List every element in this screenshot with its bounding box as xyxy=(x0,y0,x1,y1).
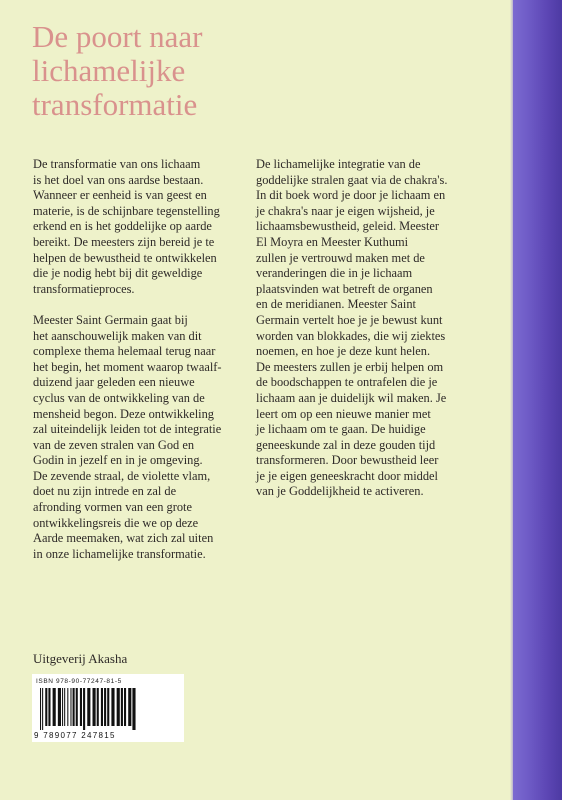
text-line: transformeren. Door bewustheid leer xyxy=(256,453,439,468)
text-line: In dit boek word je door je lichaam en xyxy=(256,188,446,203)
text-line: afronding vormen van een grote xyxy=(33,500,192,515)
text-line: het aanschouwelijk maken van dit xyxy=(33,328,202,343)
text-line: plaatsvinden wat betreft de organen xyxy=(256,281,433,296)
left-paragraph xyxy=(33,313,247,563)
text-line: De transformatie van ons lichaam xyxy=(33,157,201,171)
isbn-label: ISBN 978-90-77247-81-5 xyxy=(36,678,122,685)
text-line: Wanneer er eenheid is van geest en xyxy=(33,188,207,203)
title-line: De poort naar xyxy=(32,19,203,54)
text-line: Meester Saint Germain gaat bij xyxy=(33,312,188,327)
left-paragraph xyxy=(33,157,247,297)
text-line: en de meridianen. Meester Saint xyxy=(256,297,416,312)
text-line: noemen, en hoe je deze kunt helen. xyxy=(256,344,431,359)
blurb-right-column xyxy=(256,157,480,516)
text-line: worden van blokkades, die wij ziektes xyxy=(256,328,446,343)
title-line: lichamelijke xyxy=(32,53,186,88)
text-line: je chakra's naar je eigen wijsheid, je xyxy=(256,203,435,218)
barcode-digits: 9 789077 247815 xyxy=(34,731,116,740)
book-title xyxy=(32,20,332,122)
text-line: geneeskunde zal in deze gouden tijd xyxy=(256,437,436,452)
text-line: Godin in jezelf en in je omgeving. xyxy=(33,453,203,468)
text-line: De lichamelijke integratie van de xyxy=(256,157,421,171)
text-line: De zevende straal, de violette vlam, xyxy=(33,468,211,483)
text-line: zal uiteindelijk leiden tot de integratie xyxy=(33,422,222,437)
text-line: cyclus van de ontwikkeling van de xyxy=(33,390,205,405)
text-line: bereikt. De meesters zijn bereid je te xyxy=(33,234,215,249)
text-line: leert om op een nieuwe manier met xyxy=(256,406,431,421)
text-line: je je eigen geneeskracht door middel xyxy=(256,468,438,483)
text-line: Germain vertelt hoe je je bewust kunt xyxy=(256,312,443,327)
text-line: lichaam aan je duidelijk wil maken. Je xyxy=(256,390,447,405)
barcode-bars xyxy=(38,688,178,730)
text-line: ontwikkelingsreis die we op deze xyxy=(33,515,199,530)
right-paragraph xyxy=(256,157,480,500)
text-line: in onze lichamelijke transformatie. xyxy=(33,546,206,561)
text-line: die je nodig hebt bij dit geweldige xyxy=(33,266,203,281)
text-line: helpen de bewustheid te ontwikkelen xyxy=(33,250,217,265)
text-line: erkend en is het goddelijke op aarde xyxy=(33,219,212,234)
text-line: lichaamsbewustheid, geleid. Meester xyxy=(256,219,440,234)
text-line: veranderingen die in je lichaam xyxy=(256,266,413,281)
text-line: El Moyra en Meester Kuthumi xyxy=(256,234,409,249)
text-line: mensheid begon. Deze ontwikkeling xyxy=(33,406,214,421)
text-line: zullen je vertrouwd maken met de xyxy=(256,250,425,265)
text-line: duizend jaar geleden een nieuwe xyxy=(33,375,195,390)
text-line: transformatieproces. xyxy=(33,281,135,296)
text-line: is het doel van ons aardse bestaan. xyxy=(33,172,204,187)
title-line: transformatie xyxy=(32,87,198,122)
text-line: complexe thema helemaal terug naar xyxy=(33,344,216,359)
publisher-name: Uitgeverij Akasha xyxy=(33,651,128,666)
text-line: De meesters zullen je erbij helpen om xyxy=(256,359,444,374)
text-line: van je Goddelijkheid te activeren. xyxy=(256,484,424,499)
text-line: van de zeven stralen van God en xyxy=(33,437,195,452)
text-line: goddelijke stralen gaat via de chakra's. xyxy=(256,172,448,187)
text-line: het begin, het moment waarop twaalf- xyxy=(33,359,222,374)
text-line: materie, is de schijnbare tegenstelling xyxy=(33,203,220,218)
text-line: de boodschappen te ontrafelen die je xyxy=(256,375,438,390)
blurb-left-column xyxy=(33,157,247,578)
text-line: je lichaam om te gaan. De huidige xyxy=(256,422,426,437)
text-line: Aarde meemaken, wat zich zal uiten xyxy=(33,531,214,546)
text-line: doet nu zijn intrede en zal de xyxy=(33,484,177,499)
barcode-panel xyxy=(32,674,184,742)
spine-stripe xyxy=(513,0,562,800)
